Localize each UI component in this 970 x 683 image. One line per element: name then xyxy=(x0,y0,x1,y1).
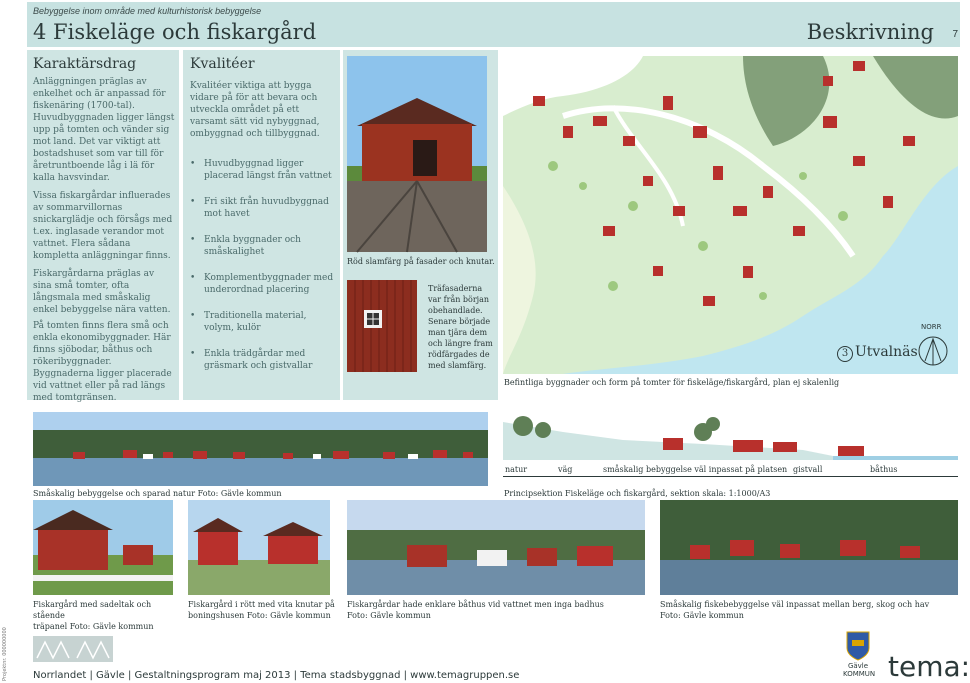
caption-line: boningshusen Foto: Gävle kommun xyxy=(188,611,331,620)
facade-caption: Träfasaderna var från början obehandlade. Senare började man tjära dem och längre fram rödfärgades de med slamfärg. xyxy=(428,284,493,370)
kvaliteer-heading: Kvalitéer xyxy=(190,56,255,72)
paragraph: Anläggningen präglas av enkelhet och är anpassad för fiskenäring (1700-tal). xyxy=(33,77,166,111)
supertitle: Bebyggelse inom område med kulturhistorisk bebyggelse xyxy=(33,6,262,16)
caption-line: Fiskargårdar hade enklare båthus vid vattnet men inga badhus xyxy=(347,600,604,609)
section-label-bathus: båthus xyxy=(870,465,898,474)
gavle-coat-of-arms-icon xyxy=(845,630,871,662)
map-illustration xyxy=(503,56,958,374)
kvaliteer-intro: Kvalitéer viktiga att bygga vidare på för att bevara och utveckla området på ett varsamt sätt vid nybyggnad, ombyggnad och tillbyggnad. xyxy=(190,81,320,139)
kvaliteer-item: • Huvudbyggnad ligger placerad längst från vattnet xyxy=(190,158,335,182)
paragraph: På tomten finns flera små och enkla ekonomibyggnader. Här finns sjöbodar, båthus och rökeribyggnader. Byggnaderna ligger placerade vid vattnet eller på rad längs med tomtgränsen. xyxy=(33,321,172,403)
paragraph: Fiskargårdarna präglas av sina små tomter, ofta långsmala med småskalig enkel bebyggelse nära vatten. xyxy=(33,269,171,315)
section-label-vag: väg xyxy=(558,465,573,474)
bottom-photo-1 xyxy=(33,500,173,595)
north-label: NORR xyxy=(921,323,942,331)
boathouse-photo xyxy=(347,56,487,252)
paragraph: Huvudbyggnaden ligger längst upp på tomten och vänder sig mot land. Det var viktigt att bostadshuset som var till för åretruntboende låg i lä för kalla havsvindar. xyxy=(33,113,175,183)
project-number xyxy=(0,615,12,683)
caption-line: träpanel Foto: Gävle kommun xyxy=(33,622,154,631)
bottom-photo-4-illustration xyxy=(660,500,958,595)
section-divider xyxy=(503,476,958,477)
caption-line: Foto: Gävle kommun xyxy=(347,611,431,620)
project-number-text: Projektnr. 000000000 xyxy=(2,627,8,681)
boathouse-illustration xyxy=(347,56,487,252)
section-label-gistvall: gistvall xyxy=(793,465,823,474)
header-bar xyxy=(27,2,960,47)
section-label-natur: natur xyxy=(505,465,528,474)
section-illustration xyxy=(503,412,958,472)
panorama-photo xyxy=(33,412,488,486)
bottom-photo-3-illustration xyxy=(347,500,645,595)
bottom-caption-4 xyxy=(660,599,958,621)
bottom-photo-4 xyxy=(660,500,958,595)
footer-text: Norrlandet | Gävle | Gestaltningsprogram maj 2013 | Tema stadsbyggnad | www.temagruppen.se xyxy=(33,670,520,681)
paragraph: Vissa fiskargårdar influerades av sommarvillornas snickarglädje och försågs med t.ex. inglasade verandor mot vattnet. Flera sådana kompletta anläggningar finns. xyxy=(33,191,173,261)
kvaliteer-list xyxy=(190,158,335,372)
bottom-caption-2 xyxy=(188,599,338,621)
gavle-kommun-label: Gävle KOMMUN xyxy=(843,662,876,678)
section-title: Beskrivning xyxy=(806,20,934,44)
page-title: 4 Fiskeläge och fiskargård xyxy=(33,20,317,44)
kvaliteer-item: • Fri sikt från huvudbyggnad mot havet xyxy=(190,196,335,220)
caption-line: Foto: Gävle kommun xyxy=(660,611,744,620)
kvaliteer-item: • Enkla trädgårdar med gräsmark och gistvallar xyxy=(190,348,335,372)
karaktarsdrag-heading: Karaktärsdrag xyxy=(33,56,137,72)
karaktarsdrag-text xyxy=(33,76,175,404)
facade-illustration xyxy=(347,280,417,372)
karaktarsdrag-section xyxy=(33,56,175,404)
place-name: Utvalnäs xyxy=(855,344,918,360)
section-caption: Principsektion Fiskeläge och fiskargård, sektion skala: 1:1000/A3 xyxy=(504,489,771,498)
section-label-bebyggelse: småskalig bebyggelse väl inpassat på platsen xyxy=(603,465,788,474)
bottom-photo-1-illustration xyxy=(33,500,173,595)
section-drawing xyxy=(503,412,958,472)
kvaliteer-item: • Traditionella material, volym, kulör xyxy=(190,310,335,334)
tema-logo: tema: xyxy=(888,650,970,683)
bottom-caption-3 xyxy=(347,599,647,621)
bottom-caption-1 xyxy=(33,599,183,632)
kvaliteer-item: • Enkla byggnader och småskalighet xyxy=(190,234,335,258)
boathouse-caption: Röd slamfärg på fasader och knutar. xyxy=(347,257,495,266)
bottom-photo-2 xyxy=(188,500,330,595)
caption-line: Fiskargård med sadeltak och stående xyxy=(33,600,152,620)
facade-photo xyxy=(347,280,417,372)
site-plan-map xyxy=(503,56,958,374)
map-caption: Befintliga byggnader och form på tomter för fiskeläge/fiskargård, plan ej skalenlig xyxy=(504,378,840,387)
panorama-illustration xyxy=(33,412,488,486)
bottom-photo-3 xyxy=(347,500,645,595)
kvaliteer-item: • Komplementbyggnader med underordnad placering xyxy=(190,272,335,296)
pattern-logo-icon xyxy=(33,636,113,662)
caption-line: Småskalig fiskebebyggelse väl inpassat mellan berg, skog och hav xyxy=(660,600,930,609)
caption-line: Fiskargård i rött med vita knutar på xyxy=(188,600,335,609)
place-number-badge: 3 xyxy=(837,346,853,362)
bottom-photo-2-illustration xyxy=(188,500,330,595)
panorama-caption: Småskalig bebyggelse och sparad natur Foto: Gävle kommun xyxy=(33,489,282,498)
page-number: 7 xyxy=(952,29,958,40)
kvaliteer-section xyxy=(190,56,335,380)
north-arrow-icon xyxy=(917,335,949,367)
